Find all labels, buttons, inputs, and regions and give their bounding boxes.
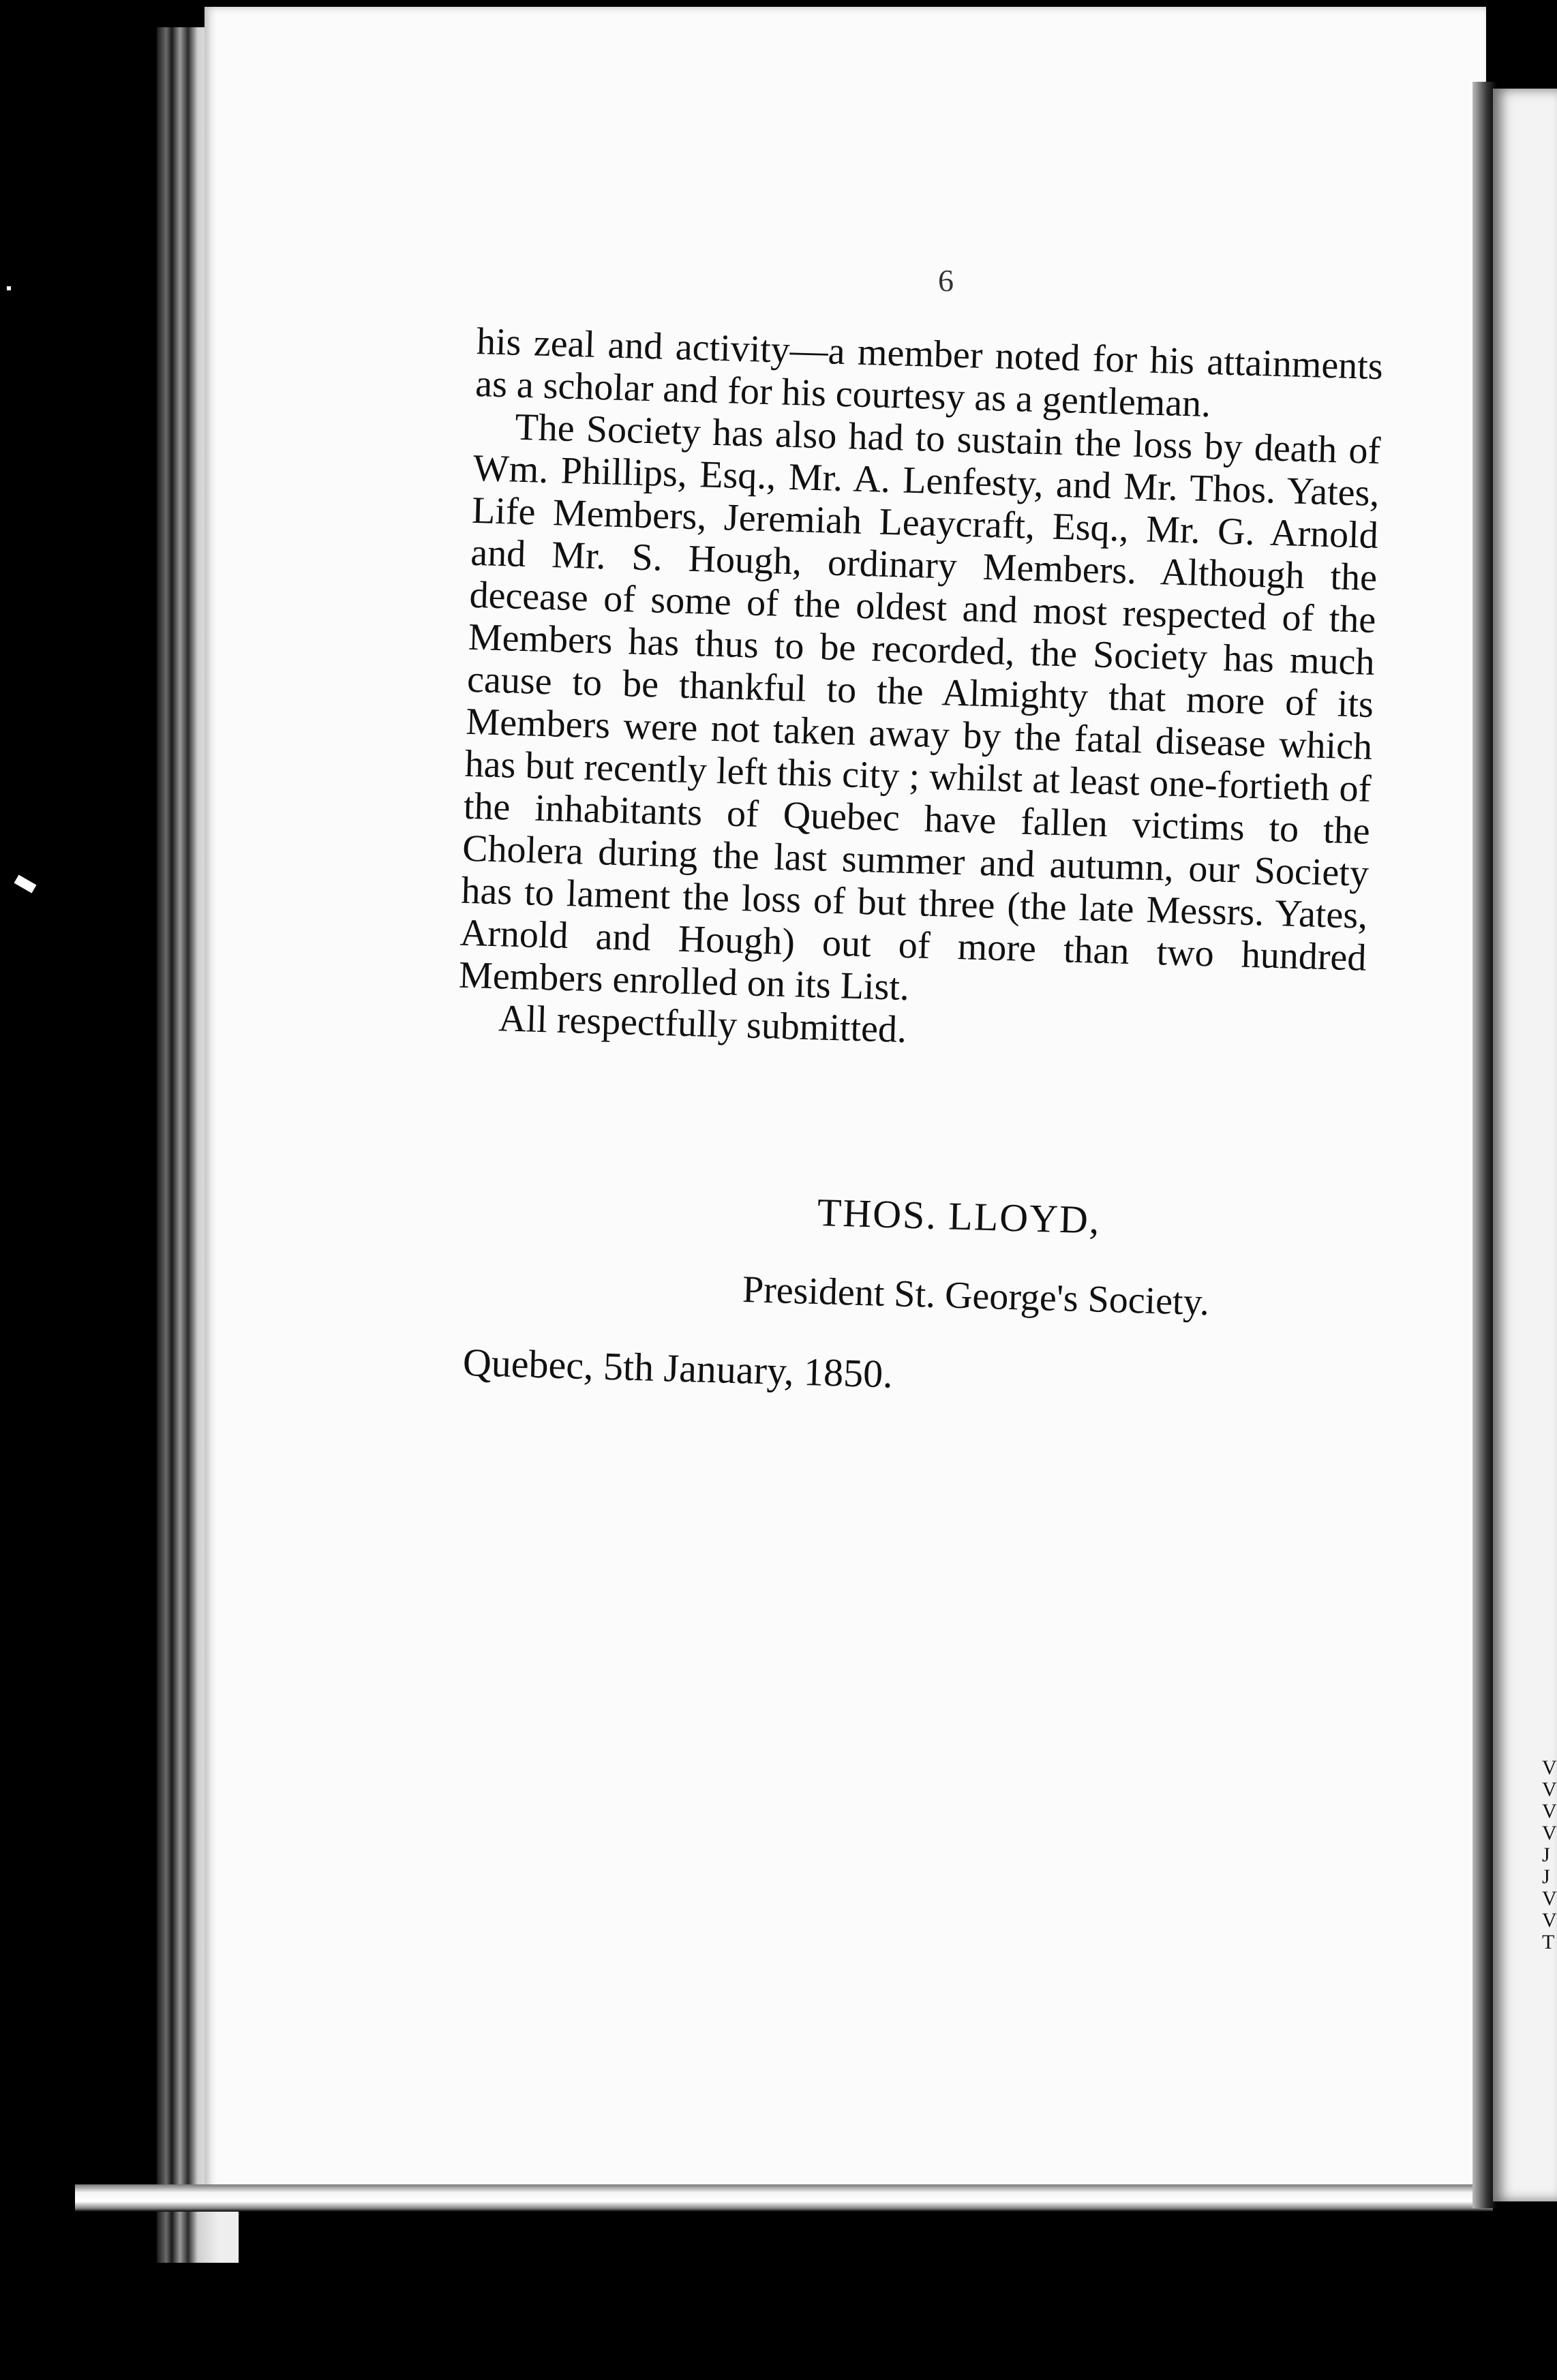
edge-letter: V [1542, 1822, 1557, 1844]
body-text [457, 320, 1384, 1064]
place-date: Quebec, 5th January, 1850. [462, 1339, 894, 1397]
edge-letter: V [1542, 1909, 1557, 1932]
edge-letter: V [1542, 1756, 1557, 1779]
page-number: 6 [938, 263, 954, 298]
edge-letter: J [1542, 1844, 1550, 1866]
edge-letter: V [1542, 1800, 1557, 1822]
signature: THOS. LLOYD, [817, 1189, 1102, 1242]
signatory-title: President St. George's Society. [742, 1268, 1210, 1324]
scan-speck [14, 874, 37, 893]
facing-page-edge-letters [1542, 1757, 1557, 1953]
paragraph: All respectfully submitted. [498, 997, 907, 1051]
paragraph: his zeal and activity—a member noted for his attainments as a scholar and for his courtesy as a gentleman. [474, 320, 1384, 426]
edge-letter: V [1542, 1887, 1557, 1910]
edge-letter: J [1542, 1865, 1550, 1888]
paragraph: The Society has also had to sustain the loss by death of Wm. Phillips, Esq., Mr. A. Lenfesty, and Mr. Thos. Yates, Life Members, Jeremiah Leaycraft, Esq., Mr. G. Arnold and Mr. S. Hough, ordinary Members. Although the decease of some of the oldest and most respected of the Members has thus to be recorded, the Society has much cause to be thankful to the Almighty that more of its Members were not taken away by the fatal disease which has but recently left this city ; whilst at least one-fortieth of the inhabitants of Quebec have fallen victims to the Cholera during the last summer and autumn, our Society has to lament the loss of but three (the late Messrs. Yates, Arnold and Hough) out of more than two hundred Members enrolled on its List. [458, 406, 1382, 1009]
edge-letter: T [1542, 1931, 1555, 1953]
page-bottom-edge [75, 2184, 1493, 2212]
edge-letter: V [1542, 1778, 1557, 1801]
scan-speck [7, 286, 11, 290]
